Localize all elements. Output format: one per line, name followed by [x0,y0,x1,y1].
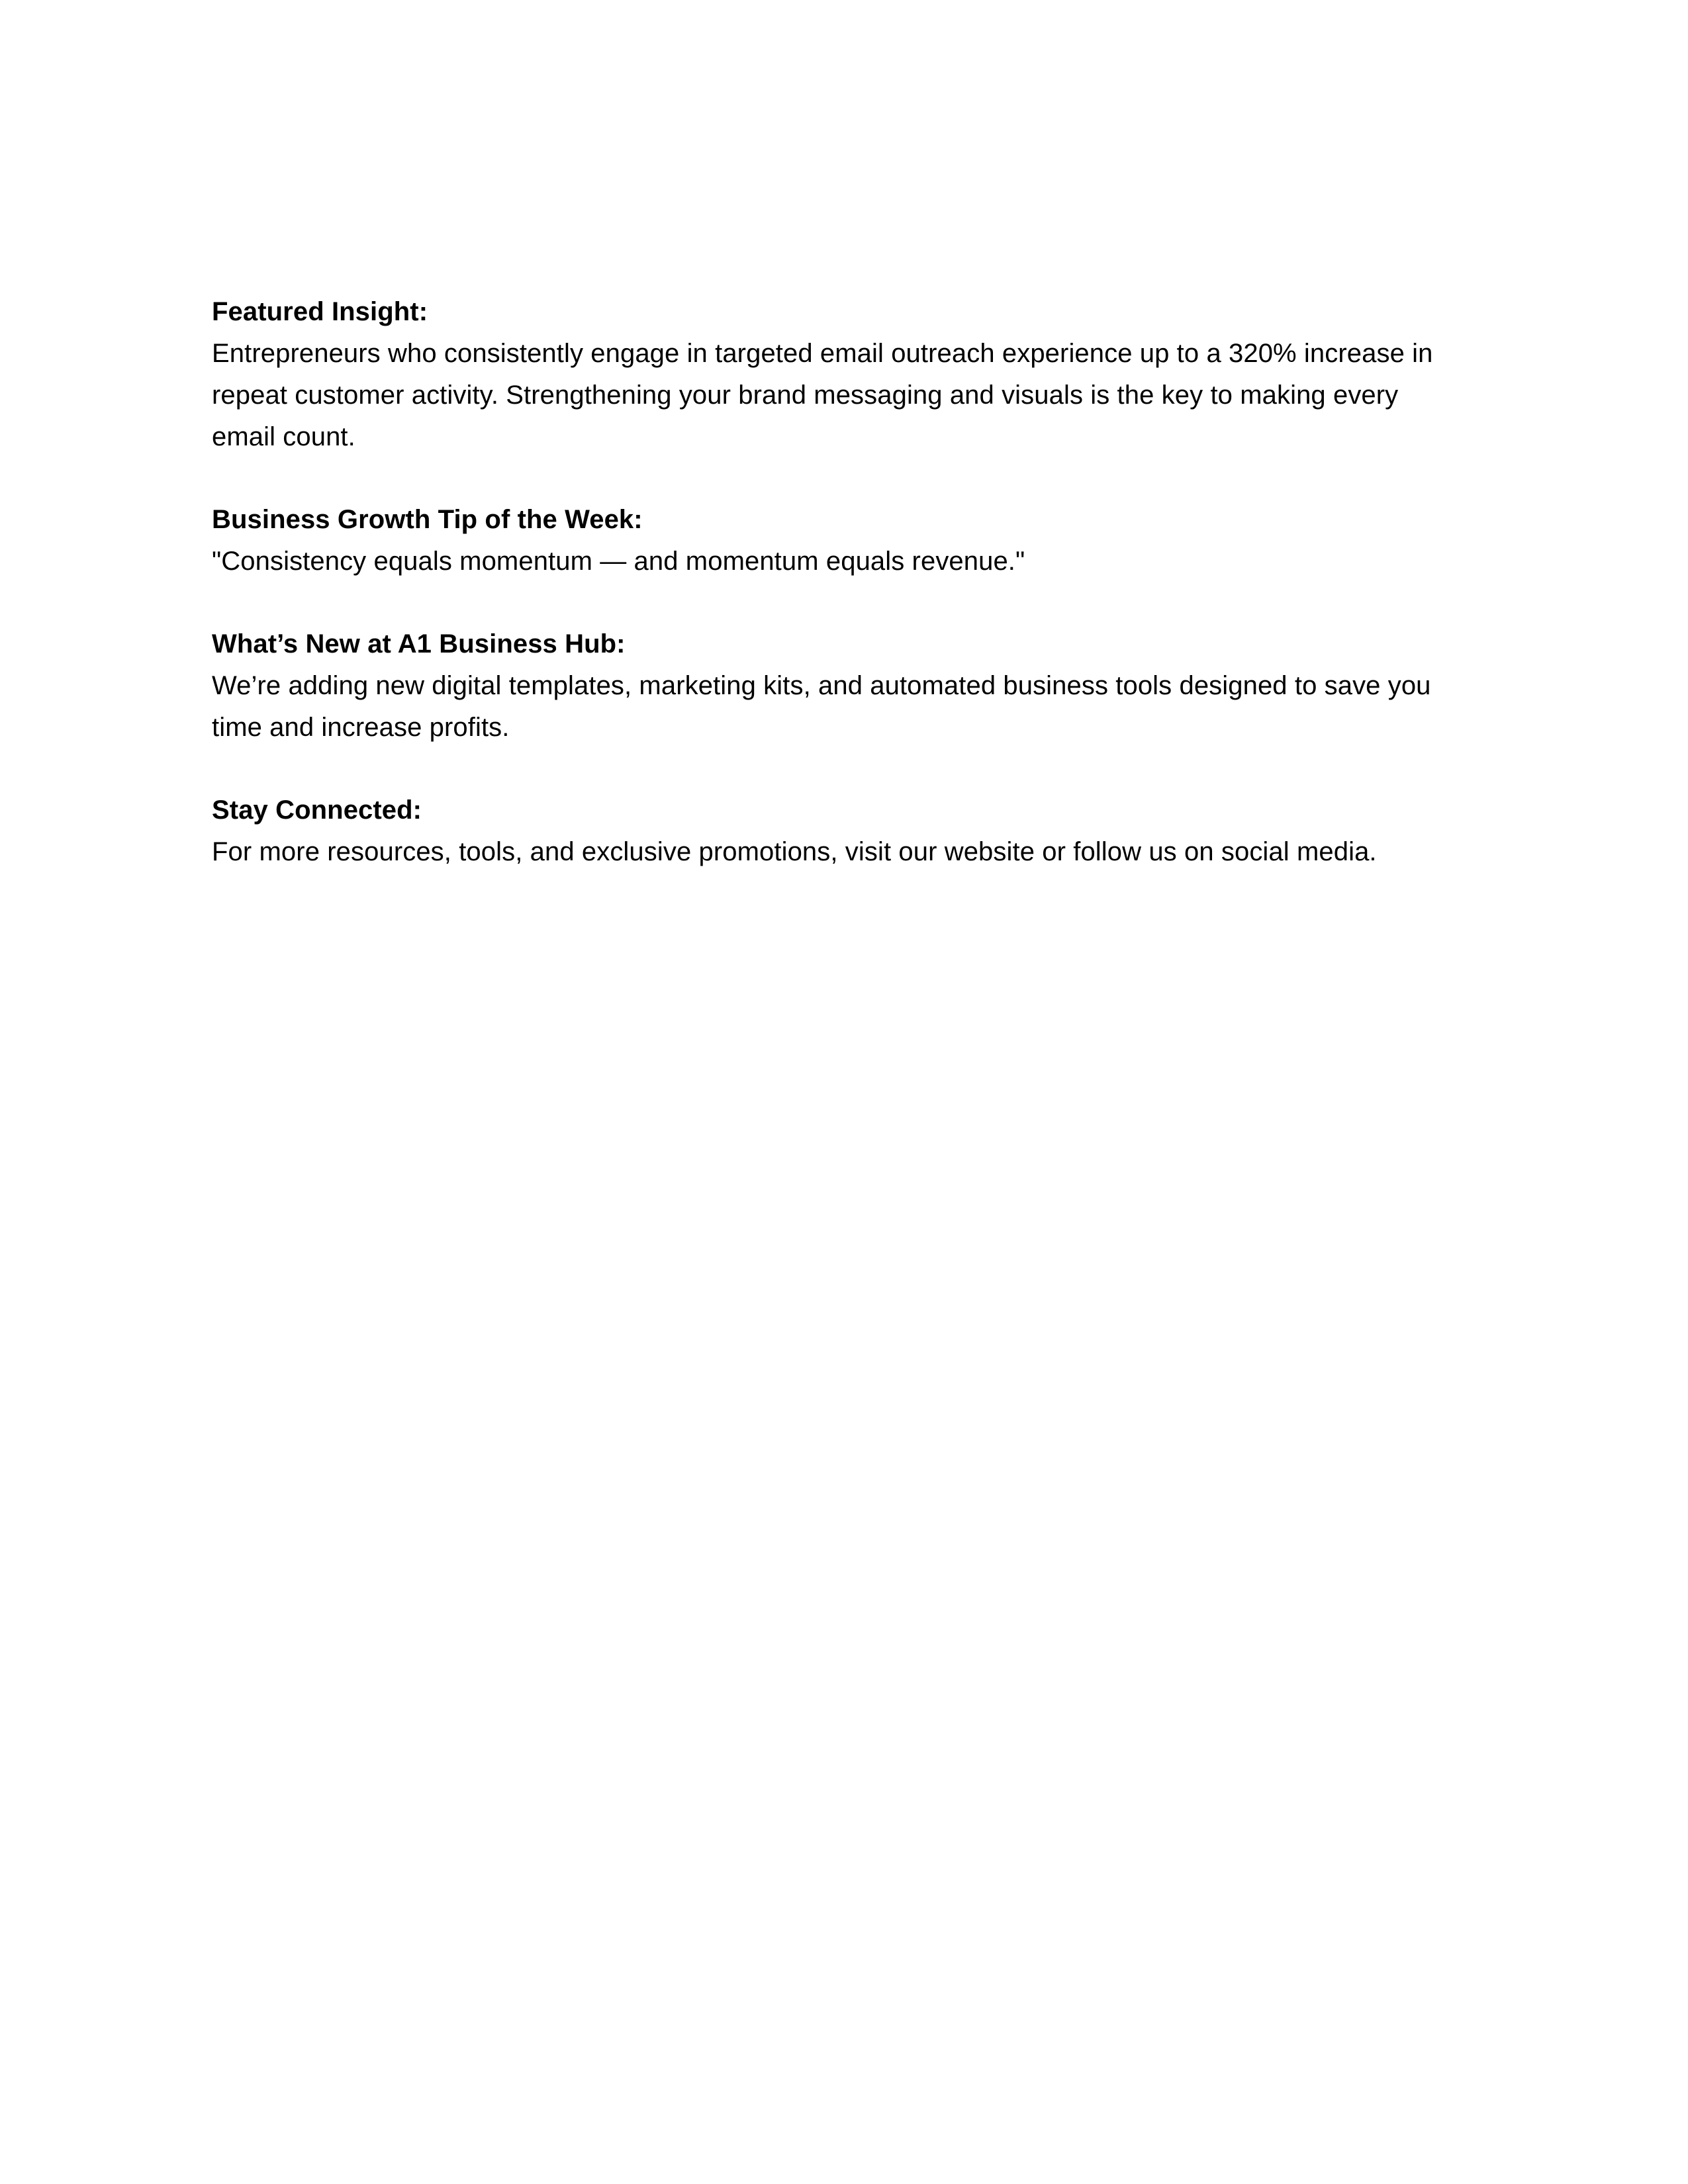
section-heading-business-growth-tip: Business Growth Tip of the Week: [212,505,643,534]
section-business-growth-tip [212,499,1450,582]
section-paragraph-featured-insight: Entrepreneurs who consistently engage in targeted email outreach experience up to a 320% increase in repeat customer activity. Strengthening your brand messaging and visuals is the key to making every email count. [212,339,1433,451]
section-whats-new [212,623,1450,749]
section-heading-featured-insight: Featured Insight: [212,297,428,326]
section-paragraph-whats-new: We’re adding new digital templates, marketing kits, and automated business tools designed to save you time and increase profits. [212,671,1431,742]
section-heading-stay-connected: Stay Connected: [212,796,422,825]
section-featured-insight [212,291,1450,458]
section-paragraph-business-growth-tip: "Consistency equals momentum — and momentum equals revenue." [212,547,1025,576]
section-stay-connected [212,790,1450,873]
document-body [212,291,1450,873]
section-heading-whats-new: What’s New at A1 Business Hub: [212,629,626,659]
section-paragraph-stay-connected: For more resources, tools, and exclusive promotions, visit our website or follow us on social media. [212,837,1377,866]
